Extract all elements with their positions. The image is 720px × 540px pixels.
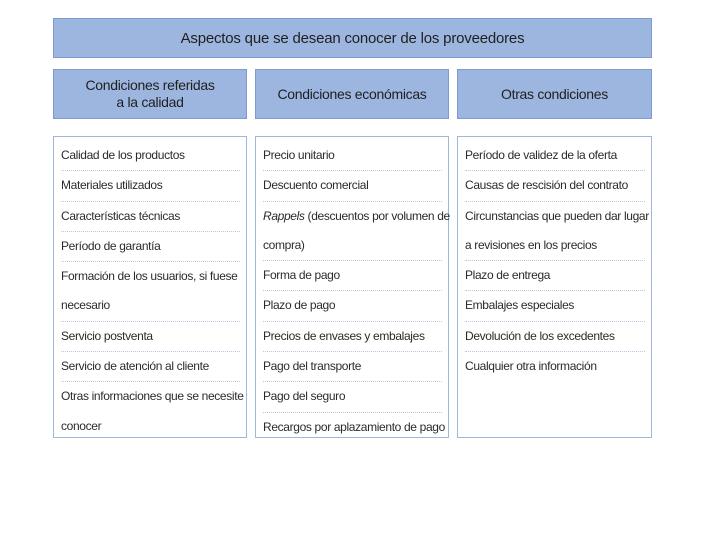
column-header-calidad xyxy=(53,69,247,119)
list-item: Cualquier otra información xyxy=(465,359,597,374)
list-item-continuation: a revisiones en los precios xyxy=(465,231,645,261)
column-header-economicas-label: Condiciones económicas xyxy=(277,85,427,102)
list-item: Plazo de entrega xyxy=(465,261,645,291)
column-header-economicas xyxy=(255,69,449,119)
list-item: Embalajes especiales xyxy=(465,291,645,321)
list-item-continuation: conocer xyxy=(61,418,102,433)
column-list-economicas xyxy=(255,136,449,438)
list-item: Forma de pago xyxy=(263,261,442,291)
list-item: Causas de rescisión del contrato xyxy=(465,171,645,201)
list-item: Formación de los usuarios, si fuese xyxy=(61,269,238,284)
list-item-continuation: necesario xyxy=(61,291,240,321)
list-item: Circunstancias que pueden dar lugar xyxy=(465,208,649,223)
list-item: Plazo de pago xyxy=(263,291,442,321)
list-item: Servicio postventa xyxy=(61,322,240,352)
rappels-term: Rappels xyxy=(263,208,305,223)
list-item: Características técnicas xyxy=(61,202,240,232)
table-title: Aspectos que se desean conocer de los proveedores xyxy=(53,18,652,58)
list-item: Descuento comercial xyxy=(263,171,442,201)
list-item: Precios de envases y embalajes xyxy=(263,322,442,352)
column-list-calidad xyxy=(53,136,247,438)
list-item: Período de garantía xyxy=(61,232,240,262)
list-item: Recargos por aplazamiento de pago xyxy=(263,419,445,434)
list-item: Período de validez de la oferta xyxy=(465,141,645,171)
list-item: Servicio de atención al cliente xyxy=(61,352,240,382)
list-item: Calidad de los productos xyxy=(61,141,240,171)
column-list-otras xyxy=(457,136,652,438)
column-header-otras-label: Otras condiciones xyxy=(501,85,608,102)
list-item: Otras informaciones que se necesite xyxy=(61,389,244,404)
rappels-description: (descuentos por volumen de xyxy=(304,208,450,223)
list-item: Precio unitario xyxy=(263,141,442,171)
list-item-rappels xyxy=(263,202,450,231)
list-item-continuation: compra) xyxy=(263,231,442,261)
list-item: Pago del transporte xyxy=(263,352,442,382)
list-item: Pago del seguro xyxy=(263,382,442,412)
column-header-otras xyxy=(457,69,652,119)
column-header-calidad-line2: a la calidad xyxy=(116,94,184,110)
list-item: Devolución de los excedentes xyxy=(465,322,645,352)
column-header-calidad-line1: Condiciones referidas xyxy=(85,77,215,93)
list-item: Materiales utilizados xyxy=(61,171,240,201)
